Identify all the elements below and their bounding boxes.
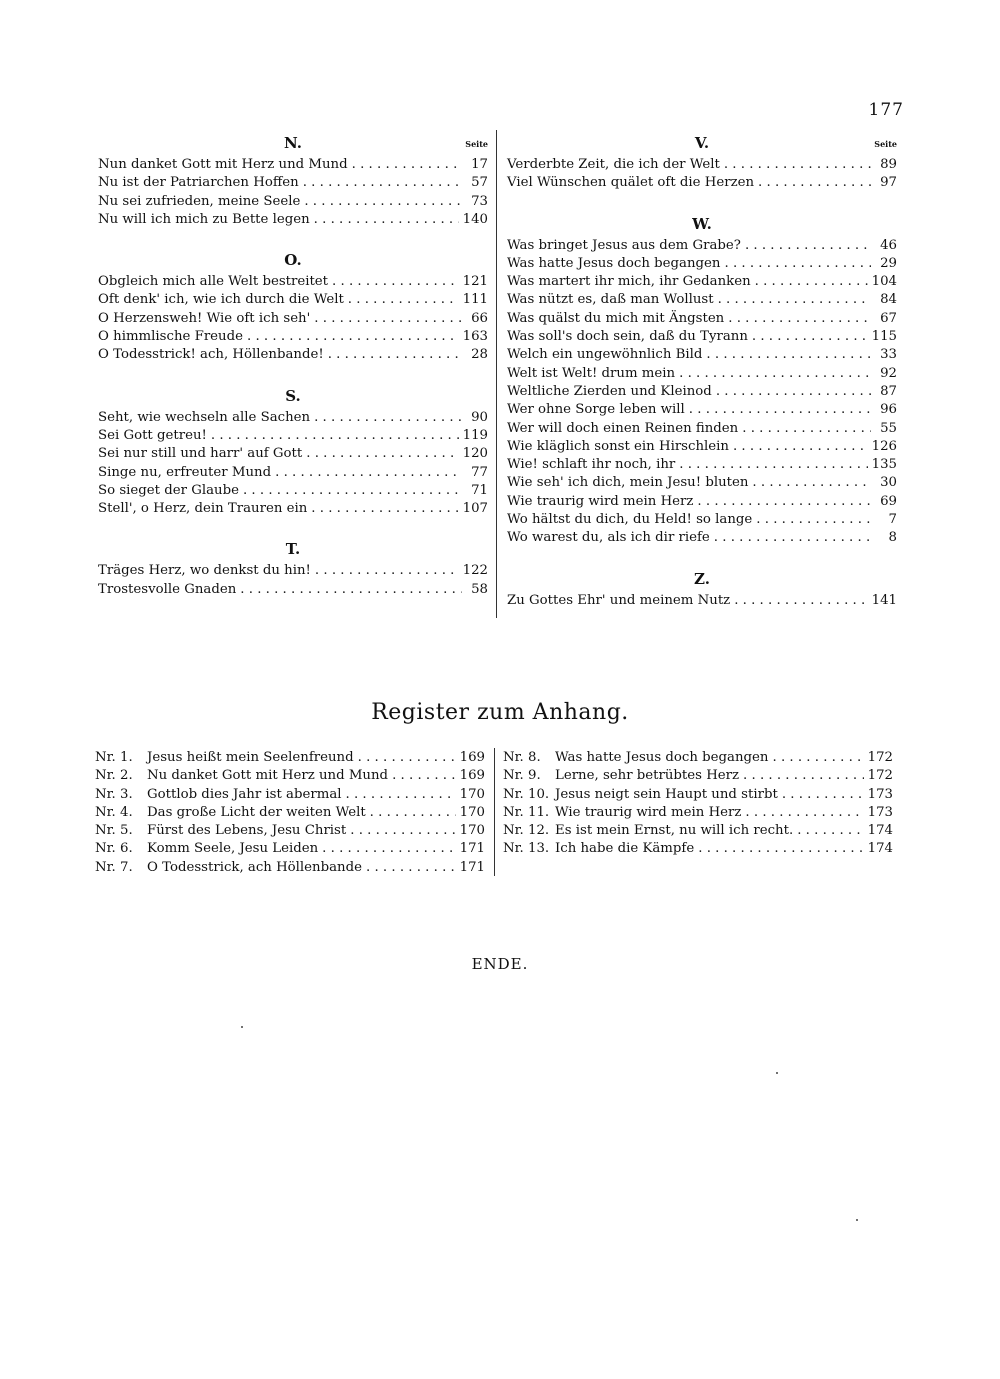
dot-leader [734,592,867,610]
dot-leader [782,786,864,804]
dot-leader [352,156,462,174]
index-entry [507,291,897,309]
section-letter: V. [694,134,710,152]
dot-leader [304,193,462,211]
index-entry [507,401,897,419]
section-header [507,211,897,237]
register-page: 171 [459,859,485,875]
entry-title: Zu Gottes Ehr' und meinem Nutz [507,592,731,608]
register-page: 173 [867,786,893,802]
index-entry [507,474,897,492]
index-entry [98,464,488,482]
entry-title: Welt ist Welt! drum mein [507,365,676,381]
section-header [507,130,897,156]
entry-page: 30 [880,475,897,491]
register-page: 174 [867,823,893,839]
entry-title: Singe nu, erfreuter Mund [98,464,272,480]
index-entry [98,409,488,427]
dot-leader [332,273,459,291]
register-number: Nr. 12. [503,823,550,839]
dot-leader [679,365,871,383]
index-entry [98,500,488,518]
register-page: 172 [867,750,893,765]
print-speck [241,1026,243,1028]
dot-leader [743,767,864,785]
dot-leader [303,174,462,192]
index-right-column [507,130,897,610]
entry-title: Was martert ihr mich, ihr Gedanken [507,274,751,290]
dot-leader [348,291,459,309]
register-entry [95,749,485,767]
register-number: Nr. 2. [95,768,133,784]
section-letter: W. [692,214,712,233]
section-header [98,536,488,562]
index-entry [98,562,488,580]
register-page: 169 [459,750,485,765]
dot-leader [697,493,871,511]
entry-title: Wo warest du, als ich dir riefe [507,530,710,546]
index-entry [507,420,897,438]
entry-page: 121 [462,274,488,290]
dot-leader [346,786,456,804]
entry-page: 107 [462,501,488,517]
register-entry [503,822,893,840]
register-title-text: Gottlob dies Jahr ist abermal [147,786,342,802]
register-entry [503,767,893,785]
entry-page: 120 [462,446,488,462]
dot-leader [724,156,871,174]
seite-label: Seite [465,139,488,149]
entry-page: 28 [471,347,488,363]
entry-page: 89 [880,157,897,172]
section-letter: O. [284,251,302,270]
register-title-text: Fürst des Lebens, Jesu Christ [147,823,347,839]
index-entry [98,193,488,211]
register-entry [95,859,485,877]
column-divider [496,130,497,618]
register-entry [95,840,485,858]
entry-title: Nun danket Gott mit Herz und Mund [98,157,348,172]
index-entry [507,156,897,174]
entry-title: Wie seh' ich dich, mein Jesu! bluten [507,475,749,491]
index-entry [507,438,897,456]
index-entry [98,328,488,346]
entry-page: 7 [888,512,897,528]
dot-leader [772,749,863,767]
section-letter: N. [284,134,302,152]
index-entry [507,365,897,383]
entry-title: Viel Wünschen quälet oft die Herzen [507,175,755,191]
dot-leader [211,427,459,445]
section-letter: Z. [694,569,710,588]
register-entry [95,804,485,822]
entry-page: 119 [462,427,488,443]
index-entry [507,346,897,364]
dot-leader [718,291,871,309]
entry-title: Nu ist der Patriarchen Hoffen [98,175,299,191]
index-entry [507,456,897,474]
section-letter: T. [285,540,301,559]
entry-page: 69 [880,493,897,509]
dot-leader [243,482,462,500]
register-page: 173 [867,804,893,820]
index-section [98,130,488,229]
register-number: Nr. 8. [503,750,541,765]
entry-title: Was nützt es, daß man Wollust [507,292,714,308]
register-title-text: Nu danket Gott mit Herz und Mund [147,768,389,784]
dot-leader [733,438,868,456]
entry-page: 115 [871,329,897,345]
entry-page: 57 [471,175,488,191]
register-title-text: Lerne, sehr betrübtes Herz [555,768,740,784]
register-entry [95,822,485,840]
section-header [507,566,897,592]
register-left-column [95,749,485,877]
index-section [507,566,897,610]
entry-title: Was quälst du mich mit Ängsten [507,310,725,326]
entry-title: Träges Herz, wo denkst du hin! [98,563,311,579]
dot-leader [714,529,871,547]
entry-title: Nu will ich mich zu Bette legen [98,211,310,227]
dot-leader [315,562,459,580]
entry-page: 97 [880,175,897,191]
index-entry [507,383,897,401]
entry-title: Oft denk' ich, wie ich durch die Welt [98,292,344,308]
dot-leader [322,840,455,858]
entry-title: So sieget der Glaube [98,482,239,498]
register-entry [503,749,893,767]
index-entry [507,237,897,255]
dot-leader [314,211,459,229]
register-number: Nr. 10. [503,786,550,802]
entry-title: Verderbte Zeit, die ich der Welt [507,157,720,172]
register-title-text: Ich habe die Kämpfe [555,841,695,857]
register-page: 170 [459,804,485,820]
entry-title: Wie traurig wird mein Herz [507,493,694,509]
entry-page: 163 [462,329,488,345]
print-speck [776,1072,778,1074]
index-entry [507,529,897,547]
entry-page: 33 [880,347,897,363]
index-entry [98,174,488,192]
index-entry [98,211,488,229]
register-page: 172 [867,768,893,784]
register-number: Nr. 1. [95,750,133,765]
entry-page: 77 [471,464,488,480]
register-entry [95,767,485,785]
entry-page: 58 [471,581,488,597]
index-left-column [98,130,488,599]
entry-title: Was hatte Jesus doch begangen [507,255,721,271]
dot-leader [752,474,871,492]
entry-title: Weltliche Zierden und Kleinod [507,383,712,399]
entry-page: 67 [880,310,897,326]
entry-page: 140 [462,211,488,227]
register-title-text: Es ist mein Ernst, nu will ich recht. [555,823,794,839]
register-number: Nr. 6. [95,841,133,857]
dot-leader [689,401,871,419]
register-page: 170 [459,823,485,839]
register-title-text: Jesus heißt mein Seelenfreund [147,750,354,765]
dot-leader [698,840,863,858]
index-section [98,247,488,364]
register-right-column [503,749,893,859]
dot-leader [755,273,868,291]
entry-title: Seht, wie wechseln alle Sachen [98,409,311,425]
entry-title: Wo hältst du dich, du Held! so lange [507,512,753,528]
index-entry [507,174,897,192]
index-entry [507,592,897,610]
register-page: 171 [459,841,485,857]
dot-leader [745,237,871,255]
register-number: Nr. 13. [503,841,550,857]
index-section [98,383,488,519]
index-entry [98,156,488,174]
register-number: Nr. 5. [95,823,133,839]
entry-page: 104 [871,274,897,290]
entry-title: Welch ein ungewöhnlich Bild [507,347,703,363]
section-gap [507,548,897,566]
register-title-text: Wie traurig wird mein Herz [555,804,742,820]
entry-page: 126 [871,438,897,454]
entry-page: 17 [471,157,488,172]
index-entry [507,273,897,291]
register-title-text: O Todesstrick, ach Höllenbande [147,859,362,875]
entry-title: Stell', o Herz, dein Trauren ein [98,501,308,517]
dot-leader [752,328,868,346]
register-number: Nr. 9. [503,768,541,784]
dot-leader [745,804,863,822]
register-title-text: Das große Licht der weiten Welt [147,804,366,820]
section-gap [507,193,897,211]
dot-leader [328,346,462,364]
dot-leader [314,310,462,328]
end-mark: ENDE. [471,955,529,973]
index-entry [98,310,488,328]
entry-page: 71 [471,482,488,498]
entry-page: 46 [880,237,897,253]
section-gap [98,365,488,383]
entry-page: 96 [880,402,897,418]
entry-title: Nu sei zufrieden, meine Seele [98,193,301,209]
index-entry [98,482,488,500]
dot-leader [314,409,462,427]
section-letter: S. [285,386,301,405]
entry-title: Was soll's doch sein, daß du Tyrann [507,329,748,345]
entry-page: 87 [880,383,897,399]
dot-leader [706,346,871,364]
section-header [98,383,488,409]
index-entry [98,273,488,291]
dot-leader [742,420,871,438]
entry-page: 84 [880,292,897,308]
register-page: 170 [459,786,485,802]
section-header [98,247,488,273]
index-entry [98,427,488,445]
register-entry [503,804,893,822]
entry-title: Wie! schlaft ihr noch, ihr [507,457,676,473]
register-page: 169 [459,768,485,784]
index-section [507,211,897,548]
register-title-text: Komm Seele, Jesu Leiden [147,841,319,857]
index-entry [98,291,488,309]
dot-leader [311,500,458,518]
print-speck [856,1219,858,1221]
entry-title: Sei Gott getreu! [98,427,207,443]
dot-leader [728,310,871,328]
entry-title: Wer will doch einen Reinen finden [507,420,739,436]
register-number: Nr. 11. [503,804,550,820]
entry-page: 73 [471,193,488,209]
entry-title: Sei nur still und harr' auf Gott [98,446,303,462]
dot-leader [716,383,871,401]
entry-page: 141 [871,592,897,608]
index-section [98,536,488,599]
register-entry [503,786,893,804]
dot-leader [797,822,863,840]
dot-leader [358,749,456,767]
register-page: 174 [867,841,893,857]
section-header [98,130,488,156]
dot-leader [275,464,462,482]
seite-label: Seite [874,139,897,149]
index-entry [507,328,897,346]
dot-leader [724,255,871,273]
entry-page: 29 [880,255,897,271]
register-title-text: Jesus neigt sein Haupt und stirbt [555,786,778,802]
register-number: Nr. 4. [95,804,133,820]
entry-title: Wie kläglich sonst ein Hirschlein [507,438,729,454]
register-title: Register zum Anhang. [371,700,629,725]
entry-page: 92 [880,365,897,381]
dot-leader [247,328,459,346]
entry-title: Was bringet Jesus aus dem Grabe? [507,237,741,253]
entry-page: 55 [880,420,897,436]
index-entry [98,346,488,364]
register-entry [95,786,485,804]
register-title-text: Was hatte Jesus doch begangen [555,750,769,765]
register-number: Nr. 3. [95,786,133,802]
index-entry [98,445,488,463]
entry-title: O himmlische Freude [98,329,243,345]
index-entry [507,310,897,328]
index-section [507,130,897,193]
dot-leader [240,581,462,599]
register-entry [503,840,893,858]
section-gap [98,518,488,536]
entry-page: 111 [462,292,488,308]
section-gap [98,229,488,247]
register-divider [494,748,495,876]
index-entry [507,493,897,511]
entry-page: 122 [462,563,488,579]
dot-leader [366,859,456,877]
register-number: Nr. 7. [95,859,133,875]
entry-title: O Todesstrick! ach, Höllenbande! [98,347,324,363]
dot-leader [679,456,867,474]
dot-leader [392,767,456,785]
dot-leader [306,445,458,463]
entry-title: Wer ohne Sorge leben will [507,402,685,418]
entry-page: 8 [888,530,897,546]
dot-leader [756,511,871,529]
dot-leader [350,822,455,840]
entry-page: 90 [471,409,488,425]
dot-leader [370,804,456,822]
index-entry [507,511,897,529]
dot-leader [758,174,871,192]
entry-title: O Herzensweh! Wie oft ich seh' [98,310,311,326]
entry-page: 135 [871,457,897,473]
page-number: 177 [868,100,904,120]
entry-title: Obgleich mich alle Welt bestreitet [98,274,329,290]
entry-title: Trostesvolle Gnaden [98,581,237,597]
index-entry [98,581,488,599]
index-entry [507,255,897,273]
entry-page: 66 [471,310,488,326]
